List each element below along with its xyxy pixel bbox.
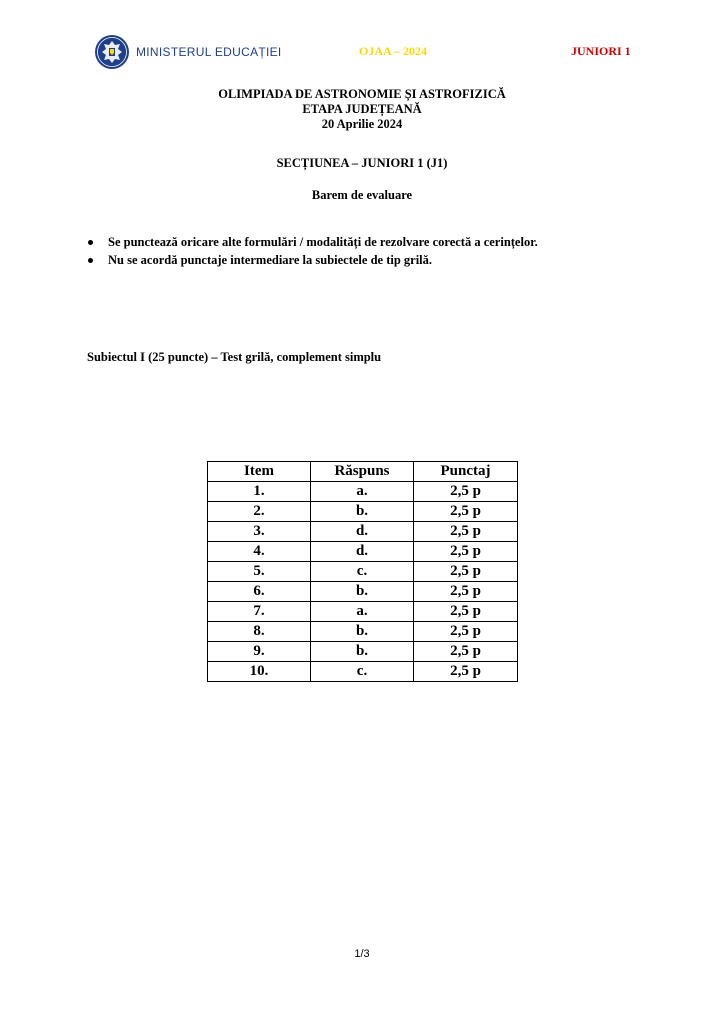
subject-title: Subiectul I (25 puncte) – Test grilă, complement simplu — [87, 350, 382, 364]
cell-points: 2,5 p — [414, 602, 518, 622]
cell-points: 2,5 p — [414, 542, 518, 562]
cell-answer: c. — [311, 662, 414, 682]
bullet-icon — [88, 240, 93, 245]
cell-answer: b. — [311, 622, 414, 642]
cell-answer: a. — [311, 482, 414, 502]
cell-item: 5. — [208, 562, 311, 582]
cell-item: 6. — [208, 582, 311, 602]
page-number: 1/3 — [354, 948, 370, 960]
header-answer: Răspuns — [311, 462, 414, 482]
cell-points: 2,5 p — [414, 522, 518, 542]
evaluation-notes — [86, 233, 538, 269]
cell-item: 7. — [208, 602, 311, 622]
table-row — [208, 502, 518, 522]
table-row — [208, 522, 518, 542]
cell-answer: b. — [311, 582, 414, 602]
cell-points: 2,5 p — [414, 502, 518, 522]
table-row — [208, 642, 518, 662]
note-text: Se punctează oricare alte formulări / modalități de rezolvare corectă a cerințelor. — [108, 235, 538, 249]
answer-table — [207, 461, 518, 682]
header-category: JUNIORI 1 — [571, 44, 631, 58]
logo-text: MINISTERUL EDUCAȚIEI — [136, 45, 282, 59]
ministry-emblem-icon — [94, 34, 130, 70]
cell-item: 1. — [208, 482, 311, 502]
cell-answer: b. — [311, 642, 414, 662]
document-title — [0, 87, 724, 132]
note-text: Nu se acordă punctaje intermediare la subiectele de tip grilă. — [108, 253, 433, 267]
cell-answer: b. — [311, 502, 414, 522]
title-line-date: 20 Aprilie 2024 — [321, 117, 403, 131]
cell-item: 10. — [208, 662, 311, 682]
table-row — [208, 602, 518, 622]
note-item — [86, 251, 538, 269]
table-row — [208, 482, 518, 502]
title-line-olympiad: OLIMPIADA DE ASTRONOMIE ȘI ASTROFIZICĂ — [218, 87, 506, 101]
cell-item: 8. — [208, 622, 311, 642]
note-item — [86, 233, 538, 251]
cell-item: 2. — [208, 502, 311, 522]
header-points: Punctaj — [414, 462, 518, 482]
table-row — [208, 582, 518, 602]
header-item: Item — [208, 462, 311, 482]
barem-title: Barem de evaluare — [311, 188, 413, 202]
title-line-stage: ETAPA JUDEȚEANĂ — [302, 102, 422, 116]
cell-answer: d. — [311, 522, 414, 542]
cell-points: 2,5 p — [414, 622, 518, 642]
bullet-icon — [88, 258, 93, 263]
table-header-row — [208, 462, 518, 482]
section-title: SECȚIUNEA – JUNIORI 1 (J1) — [276, 156, 448, 170]
ministry-logo — [94, 34, 282, 70]
cell-answer: c. — [311, 562, 414, 582]
table-row — [208, 662, 518, 682]
table-row — [208, 562, 518, 582]
page-header — [0, 0, 724, 90]
header-exam-code: OJAA – 2024 — [359, 44, 428, 58]
cell-points: 2,5 p — [414, 562, 518, 582]
cell-item: 9. — [208, 642, 311, 662]
cell-points: 2,5 p — [414, 582, 518, 602]
cell-item: 3. — [208, 522, 311, 542]
cell-points: 2,5 p — [414, 482, 518, 502]
cell-answer: a. — [311, 602, 414, 622]
cell-item: 4. — [208, 542, 311, 562]
table-row — [208, 622, 518, 642]
cell-answer: d. — [311, 542, 414, 562]
cell-points: 2,5 p — [414, 662, 518, 682]
table-row — [208, 542, 518, 562]
cell-points: 2,5 p — [414, 642, 518, 662]
